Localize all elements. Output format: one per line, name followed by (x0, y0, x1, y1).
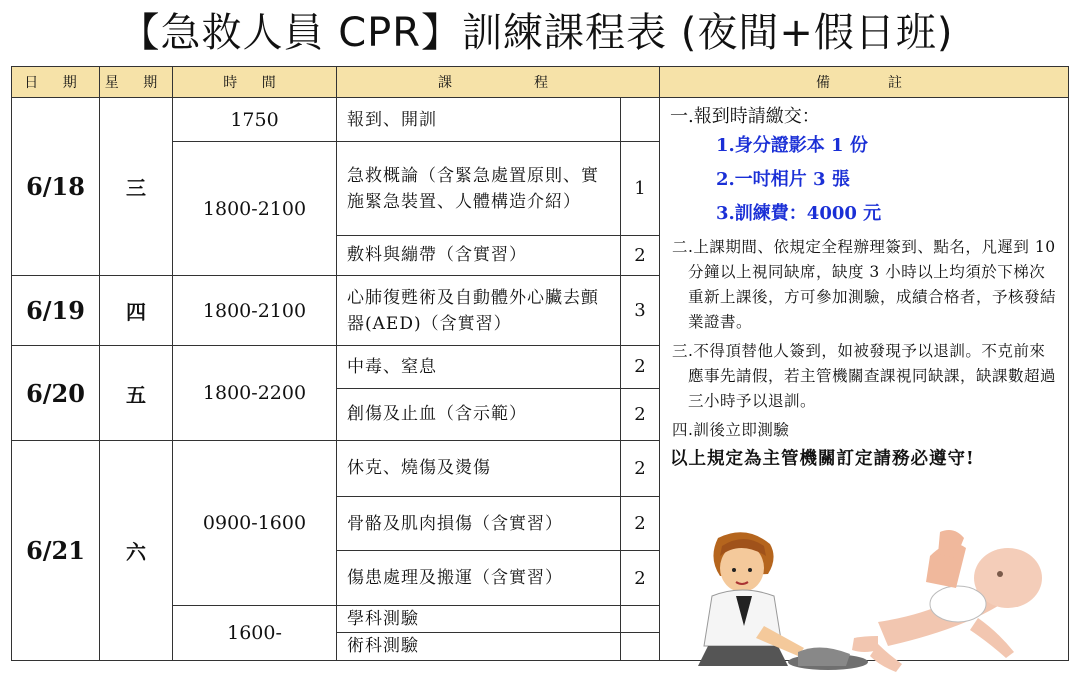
time-cell: 1800-2200 (173, 346, 337, 440)
time-cell: 1800-2100 (173, 276, 337, 346)
note-item-1: 一.報到時請繳交： (670, 106, 820, 128)
header-date: 日 期 (12, 67, 100, 98)
course-cell: 傷患處理及搬運（含實習） (337, 551, 621, 605)
header-time: 時 間 (173, 67, 337, 98)
course-cell: 休克、燒傷及燙傷 (337, 440, 621, 496)
time-cell: 1600- (173, 605, 337, 660)
course-cell: 中毒、窒息 (337, 346, 621, 388)
note-final: 以上規定為主管機關訂定請務必遵守! (670, 449, 975, 470)
note-item-1-3: 3.訓練費：4000 元 (716, 203, 882, 225)
course-cell: 學科測驗 (337, 605, 621, 632)
course-cell: 報到、開訓 (337, 98, 621, 142)
schedule-table (11, 66, 1069, 661)
header-course: 課 程 (337, 67, 660, 98)
hours-cell (621, 98, 660, 142)
hours-cell (621, 605, 660, 632)
table-row (12, 98, 1069, 142)
note-item-4: 四.訓後立即測驗 (672, 421, 790, 440)
header-notes: 備 註 (660, 67, 1069, 98)
course-cell: 術科測驗 (337, 632, 621, 660)
hours-cell: 2 (621, 388, 660, 440)
infant-manikin-image (852, 530, 1042, 672)
date-cell: 6/20 (12, 346, 100, 440)
course-cell: 心肺復甦術及自動體外心臟去顫器(AED)（含實習） (337, 276, 621, 346)
hours-cell: 3 (621, 276, 660, 346)
weekday-cell: 三 (100, 98, 173, 276)
time-cell: 1800-2100 (173, 142, 337, 276)
course-cell: 急救概論（含緊急處置原則、實施緊急裝置、人體構造介紹） (337, 142, 621, 235)
note-item-3: 三.不得頂替他人簽到，如被發現予以退訓。不克前來應事先請假，若主管機關查課視同缺課，缺課數超過三小時予以退訓。 (672, 342, 1057, 411)
weekday-cell: 五 (100, 346, 173, 440)
course-cell: 創傷及止血（含示範） (337, 388, 621, 440)
weekday-cell: 六 (100, 440, 173, 660)
weekday-cell: 四 (100, 276, 173, 346)
course-cell: 骨骼及肌肉損傷（含實習） (337, 497, 621, 551)
notes-cell (660, 98, 1069, 661)
time-cell: 1750 (173, 98, 337, 142)
cartoon-rescuer-image (698, 532, 868, 670)
course-cell: 敷料與繃帶（含實習） (337, 235, 621, 275)
hours-cell: 1 (621, 142, 660, 235)
hours-cell: 2 (621, 346, 660, 388)
note-item-1-1: 1.身分證影本 1 份 (716, 135, 868, 157)
hours-cell: 2 (621, 235, 660, 275)
cpr-illustration (678, 526, 1058, 676)
note-item-1-2: 2.一吋相片 3 張 (716, 169, 850, 191)
date-cell: 6/18 (12, 98, 100, 276)
page-title: 【急救人員 CPR】訓練課程表 (夜間+假日班) (119, 10, 954, 56)
header-row (12, 67, 1069, 98)
note-item-2: 二.上課期間、依規定全程辦理簽到、點名，凡遲到 10 分鐘以上視同缺席，缺度 3 小時以上均須於下梯次重新上課後，方可參加測驗，成績合格者，予核發結業證書。 (672, 238, 1057, 332)
hours-cell: 2 (621, 440, 660, 496)
header-weekday: 星 期 (100, 67, 173, 98)
hours-cell: 2 (621, 551, 660, 605)
time-cell: 0900-1600 (173, 440, 337, 605)
date-cell: 6/19 (12, 276, 100, 346)
hours-cell (621, 632, 660, 660)
hours-cell: 2 (621, 497, 660, 551)
date-cell: 6/21 (12, 440, 100, 660)
